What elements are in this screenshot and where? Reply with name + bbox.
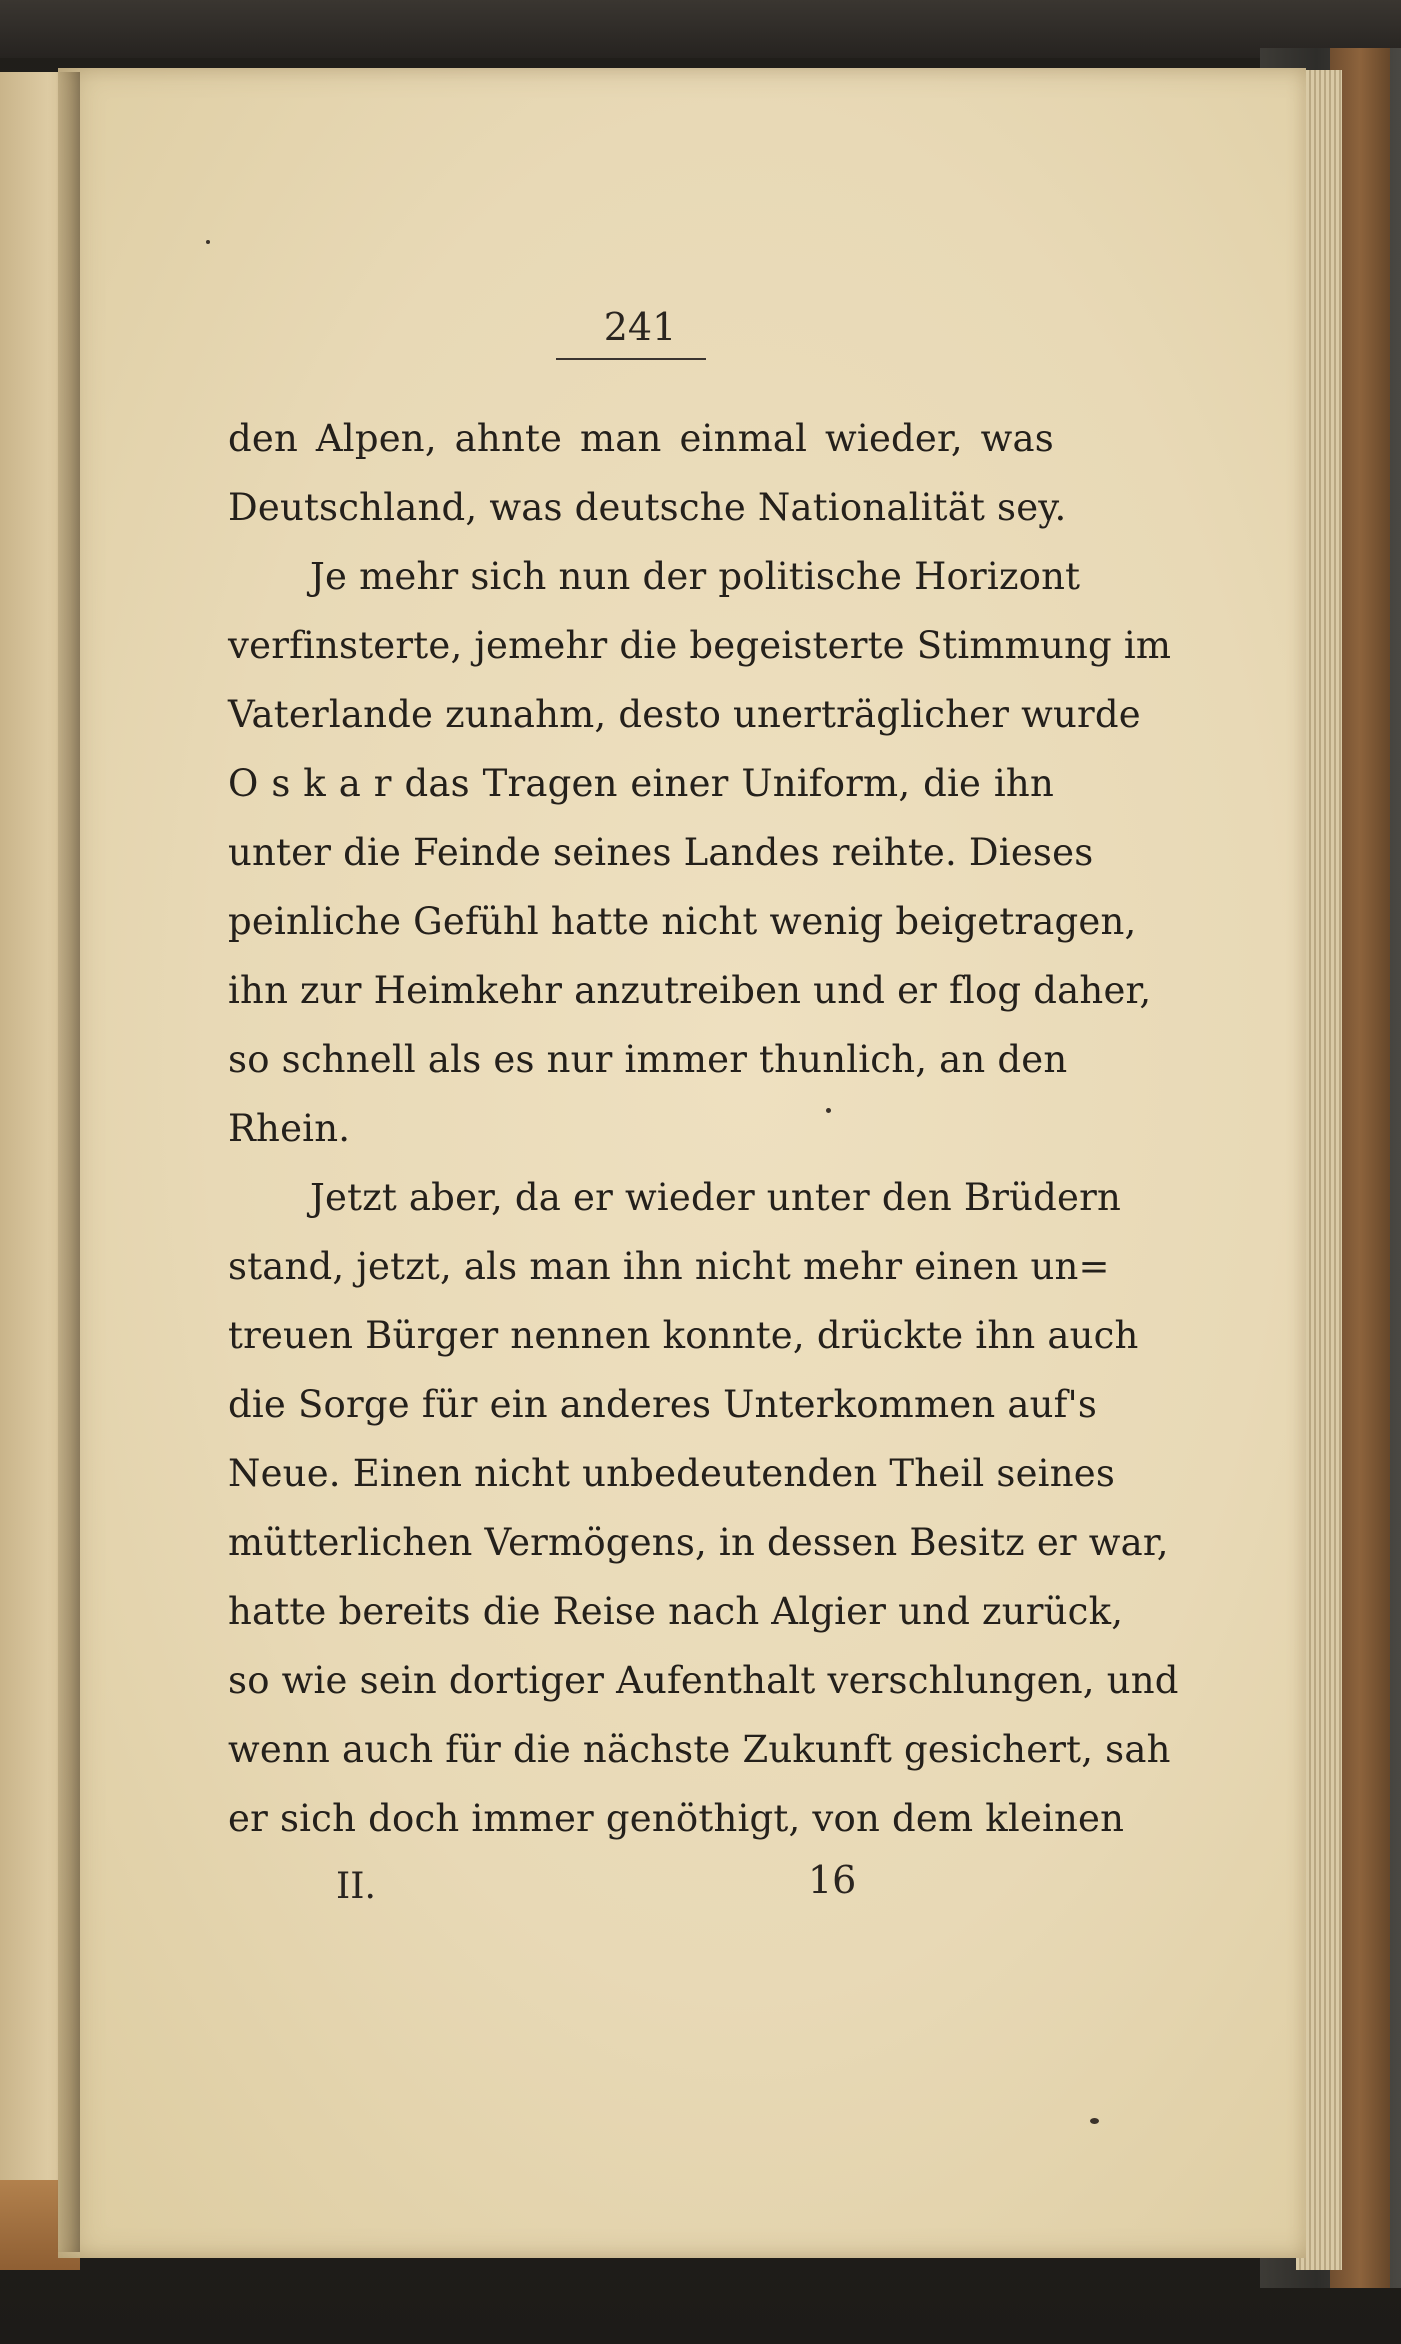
body-text (228, 404, 1179, 1853)
text-line: hatte bereits die Reise nach Algier und zurück, (228, 1590, 1124, 1633)
paper-speck (826, 1108, 831, 1113)
text-line: peinliche Gefühl hatte nicht wenig beigetragen, (228, 900, 1137, 943)
text-line: Je mehr sich nun der politische Horizont (310, 555, 1081, 598)
text-line: stand, jetzt, als man ihn nicht mehr einen un= (228, 1245, 1110, 1288)
text-line: er sich doch immer genöthigt, von dem kleinen (228, 1797, 1125, 1840)
text-line: Jetzt aber, da er wieder unter den Brüdern (310, 1176, 1122, 1219)
text-line: mütterlichen Vermögens, in dessen Besitz er war, (228, 1521, 1169, 1564)
page-gutter-shadow (56, 72, 80, 2252)
text-line: die Sorge für ein anderes Unterkommen auf's (228, 1383, 1098, 1426)
text-line: wenn auch für die nächste Zukunft gesichert, sah (228, 1728, 1171, 1771)
page-number-rule (556, 358, 706, 360)
text-line: O s k a r das Tragen einer Uniform, die ihn (228, 762, 1054, 805)
paper-speck (206, 240, 210, 244)
text-line: so schnell als es nur immer thunlich, an den (228, 1038, 1068, 1081)
text-line: den Alpen, ahnte man einmal wieder, was (228, 417, 1054, 460)
text-line: Neue. Einen nicht unbedeutenden Theil seines (228, 1452, 1116, 1495)
text-line: so wie sein dortiger Aufenthalt verschlungen, und (228, 1659, 1179, 1702)
text-line: Deutschland, was deutsche Nationalität sey. (228, 486, 1067, 529)
page-number: 241 (603, 305, 677, 349)
text-line: Rhein. (228, 1107, 351, 1150)
text-line: treuen Bürger nennen konnte, drückte ihn auch (228, 1314, 1139, 1357)
text-line: verfinsterte, jemehr die begeisterte Stimmung im (228, 624, 1172, 667)
sheet-number: 16 (808, 1858, 857, 1902)
signature-mark: II. (336, 1866, 376, 1907)
table-surface (0, 0, 1401, 58)
text-line: Vaterlande zunahm, desto unerträglicher wurde (228, 693, 1141, 736)
text-line: unter die Feinde seines Landes reihte. Dieses (228, 831, 1094, 874)
paper-speck (1090, 2118, 1099, 2124)
text-line: ihn zur Heimkehr anzutreiben und er flog daher, (228, 969, 1152, 1012)
